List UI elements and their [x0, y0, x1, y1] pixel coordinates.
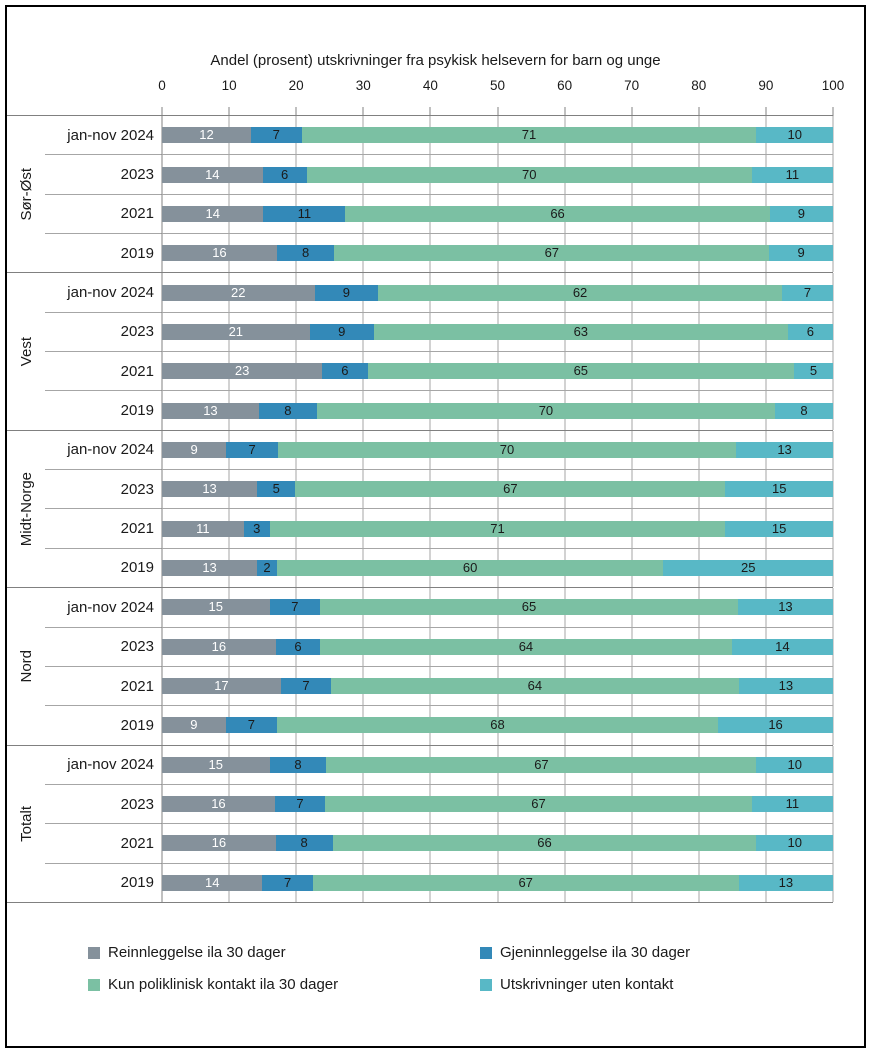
- bar-segment: 10: [756, 757, 833, 773]
- bar-segment: 7: [275, 796, 325, 812]
- stacked-bar: [162, 403, 833, 419]
- group-band: [7, 588, 833, 745]
- bar-row: [162, 706, 833, 744]
- x-axis-tick-label: 20: [288, 78, 304, 93]
- group-band: [7, 273, 833, 430]
- category-label: 2021: [45, 195, 162, 234]
- bar-segment: 15: [725, 481, 833, 497]
- bar-segment: 15: [725, 521, 833, 537]
- bar-segment: 8: [259, 403, 317, 419]
- group-label: Sør-Øst: [17, 167, 35, 221]
- category-label: 2023: [45, 785, 162, 824]
- bar-segment: 10: [756, 127, 833, 143]
- x-axis-tick-label: 70: [624, 78, 640, 93]
- group-plot-area: [162, 116, 833, 272]
- bar-segment: 6: [276, 639, 320, 655]
- legend: [88, 944, 808, 993]
- category-label: 2019: [120, 874, 154, 892]
- bar-segment: 13: [738, 599, 833, 615]
- category-label: 2021: [45, 667, 162, 706]
- bar-segment: 65: [320, 599, 738, 615]
- bar-row: [162, 864, 833, 902]
- bar-segment: 16: [162, 639, 276, 655]
- bar-segment: 11: [263, 206, 345, 222]
- bar-segment: 5: [794, 363, 833, 379]
- bar-segment: 6: [263, 167, 307, 183]
- bar-segment: 13: [162, 403, 259, 419]
- x-axis-tick-label: 50: [489, 78, 506, 93]
- x-axis-tick-label: 100: [821, 78, 845, 93]
- bar-segment: 8: [270, 757, 327, 773]
- category-label: 2023: [45, 628, 162, 667]
- group-band: [7, 746, 833, 903]
- bar-segment: 13: [739, 678, 833, 694]
- bar-segment: 16: [162, 796, 275, 812]
- bar-row: [162, 391, 833, 429]
- bar-segment: 67: [325, 796, 752, 812]
- bar-segment: 9: [162, 717, 226, 733]
- bar-segment: 7: [782, 285, 833, 301]
- bar-segment: 16: [162, 835, 276, 851]
- x-axis-tick-label: 90: [758, 78, 774, 93]
- bar-row: [162, 667, 833, 706]
- bar-segment: 70: [317, 403, 775, 419]
- stacked-bar: [162, 206, 833, 222]
- x-axis-tick-label: 10: [221, 78, 237, 93]
- bar-row: [162, 628, 833, 667]
- group-plot-area: [162, 431, 833, 587]
- bar-segment: 7: [226, 442, 278, 458]
- legend-item: [88, 976, 480, 993]
- stacked-bar: [162, 560, 833, 576]
- category-label: 2019: [120, 402, 154, 420]
- bar-row: [162, 352, 833, 391]
- group-label: Vest: [17, 336, 35, 367]
- stacked-bar: [162, 717, 833, 733]
- x-axis-tick-label: 40: [422, 78, 438, 93]
- bar-segment: 6: [788, 324, 833, 340]
- stacked-bar: [162, 835, 833, 851]
- chart-title: Andel (prosent) utskrivninger fra psykisk helsevern for barn og unge: [210, 52, 661, 69]
- x-axis-tick-label: 80: [691, 78, 707, 93]
- legend-label: Gjeninnleggelse ila 30 dager: [500, 944, 691, 961]
- bar-segment: 14: [162, 167, 263, 183]
- category-label: 2023: [45, 470, 162, 509]
- legend-label: Reinnleggelse ila 30 dager: [108, 944, 286, 961]
- group-label-cell: [7, 746, 45, 902]
- bar-segment: 16: [162, 245, 277, 261]
- stacked-bar: [162, 167, 833, 183]
- bar-segment: 7: [251, 127, 302, 143]
- bar-segment: 22: [162, 285, 315, 301]
- bar-row: [162, 785, 833, 824]
- bar-row: [162, 746, 833, 785]
- bar-segment: 8: [775, 403, 833, 419]
- category-label: jan-nov 2024: [45, 746, 162, 785]
- bar-segment: 63: [374, 324, 788, 340]
- stacked-bar: [162, 796, 833, 812]
- bar-segment: 2: [257, 560, 277, 576]
- category-label: 2019: [120, 244, 154, 262]
- category-label-column: [45, 431, 162, 587]
- stacked-bar: [162, 245, 833, 261]
- bar-segment: 7: [281, 678, 331, 694]
- bar-segment: 71: [302, 127, 757, 143]
- bar-segment: 70: [307, 167, 752, 183]
- legend-item: [480, 944, 808, 961]
- bar-row: [162, 116, 833, 155]
- group-plot-area: [162, 588, 833, 744]
- bar-row: [162, 234, 833, 272]
- bar-segment: 13: [739, 875, 833, 891]
- x-axis-tick-label: 30: [355, 78, 371, 93]
- bar-row: [162, 588, 833, 627]
- group-label-cell: [7, 588, 45, 744]
- bar-row: [162, 195, 833, 234]
- stacked-bar: [162, 127, 833, 143]
- bar-segment: 7: [262, 875, 312, 891]
- x-axis-tick-label: 60: [557, 78, 573, 93]
- stacked-bar: [162, 324, 833, 340]
- legend-item: [480, 976, 808, 993]
- bar-segment: 66: [333, 835, 757, 851]
- bar-row: [162, 824, 833, 863]
- group-label: Nord: [17, 650, 35, 683]
- legend-swatch: [480, 979, 492, 991]
- bar-segment: 8: [277, 245, 334, 261]
- bar-segment: 14: [162, 206, 263, 222]
- bar-segment: 17: [162, 678, 281, 694]
- bar-segment: 7: [226, 717, 277, 733]
- group-band: [7, 431, 833, 588]
- plot-groups: [7, 115, 833, 903]
- bar-segment: 9: [315, 285, 379, 301]
- bar-row: [162, 273, 833, 312]
- bar-segment: 67: [334, 245, 769, 261]
- bar-segment: 3: [244, 521, 270, 537]
- bar-segment: 66: [345, 206, 770, 222]
- category-label: 2019: [120, 716, 154, 734]
- group-label: Totalt: [17, 805, 35, 842]
- bar-row: [162, 155, 833, 194]
- bar-segment: 11: [752, 167, 833, 183]
- group-plot-area: [162, 746, 833, 902]
- category-label: 2019: [120, 559, 154, 577]
- stacked-bar: [162, 285, 833, 301]
- bar-row: [162, 549, 833, 587]
- legend-swatch: [88, 947, 100, 959]
- legend-swatch: [480, 947, 492, 959]
- bar-segment: 11: [162, 521, 244, 537]
- bar-segment: 10: [756, 835, 833, 851]
- bar-segment: 64: [331, 678, 739, 694]
- category-label: 2023: [45, 155, 162, 194]
- bar-segment: 7: [270, 599, 321, 615]
- group-label-cell: [7, 273, 45, 429]
- group-label-cell: [7, 116, 45, 272]
- bar-segment: 13: [162, 560, 257, 576]
- bar-segment: 64: [320, 639, 732, 655]
- stacked-bar: [162, 875, 833, 891]
- bar-segment: 70: [278, 442, 736, 458]
- stacked-bar: [162, 639, 833, 655]
- stacked-bar: [162, 442, 833, 458]
- category-label: 2021: [45, 824, 162, 863]
- legend-label: Kun poliklinisk kontakt ila 30 dager: [108, 976, 339, 993]
- bar-segment: 13: [162, 481, 257, 497]
- stacked-bar: [162, 757, 833, 773]
- bar-segment: 9: [769, 245, 833, 261]
- bar-segment: 9: [162, 442, 226, 458]
- group-band: [7, 116, 833, 273]
- category-label-column: [45, 116, 162, 272]
- bar-segment: 67: [326, 757, 756, 773]
- bar-row: [162, 470, 833, 509]
- bar-segment: 65: [368, 363, 795, 379]
- bar-segment: 67: [295, 481, 725, 497]
- bar-row: [162, 313, 833, 352]
- category-label: jan-nov 2024: [45, 116, 162, 155]
- category-label: jan-nov 2024: [45, 273, 162, 312]
- category-label: jan-nov 2024: [45, 588, 162, 627]
- group-plot-area: [162, 273, 833, 429]
- bar-segment: 8: [276, 835, 333, 851]
- group-label-cell: [7, 431, 45, 587]
- legend-swatch: [88, 979, 100, 991]
- bar-row: [162, 509, 833, 548]
- bar-segment: 62: [378, 285, 782, 301]
- bar-segment: 25: [663, 560, 833, 576]
- category-label-column: [45, 588, 162, 744]
- bar-segment: 68: [277, 717, 718, 733]
- category-label: 2021: [45, 352, 162, 391]
- bar-segment: 9: [770, 206, 833, 222]
- bar-segment: 14: [162, 875, 262, 891]
- bar-segment: 21: [162, 324, 310, 340]
- stacked-bar: [162, 678, 833, 694]
- bar-segment: 67: [313, 875, 739, 891]
- bar-segment: 5: [257, 481, 295, 497]
- category-label: 2023: [45, 313, 162, 352]
- bar-segment: 13: [736, 442, 833, 458]
- category-label: 2021: [45, 509, 162, 548]
- bar-segment: 23: [162, 363, 322, 379]
- bar-segment: 71: [270, 521, 726, 537]
- bar-segment: 60: [277, 560, 664, 576]
- bar-segment: 15: [162, 757, 270, 773]
- group-label: Midt-Norge: [17, 471, 35, 547]
- bar-segment: 9: [310, 324, 374, 340]
- bar-segment: 16: [718, 717, 833, 733]
- bar-segment: 14: [732, 639, 833, 655]
- bar-segment: 11: [752, 796, 833, 812]
- legend-item: [88, 944, 480, 961]
- category-label-column: [45, 746, 162, 902]
- legend-label: Utskrivninger uten kontakt: [500, 976, 674, 993]
- category-label: jan-nov 2024: [45, 431, 162, 470]
- stacked-bar: [162, 363, 833, 379]
- category-label-column: [45, 273, 162, 429]
- bar-segment: 15: [162, 599, 270, 615]
- x-axis-tick-label: 0: [158, 78, 166, 93]
- bar-segment: 6: [322, 363, 367, 379]
- stacked-bar: [162, 599, 833, 615]
- bar-row: [162, 431, 833, 470]
- stacked-bar: [162, 481, 833, 497]
- bar-segment: 12: [162, 127, 251, 143]
- stacked-bar: [162, 521, 833, 537]
